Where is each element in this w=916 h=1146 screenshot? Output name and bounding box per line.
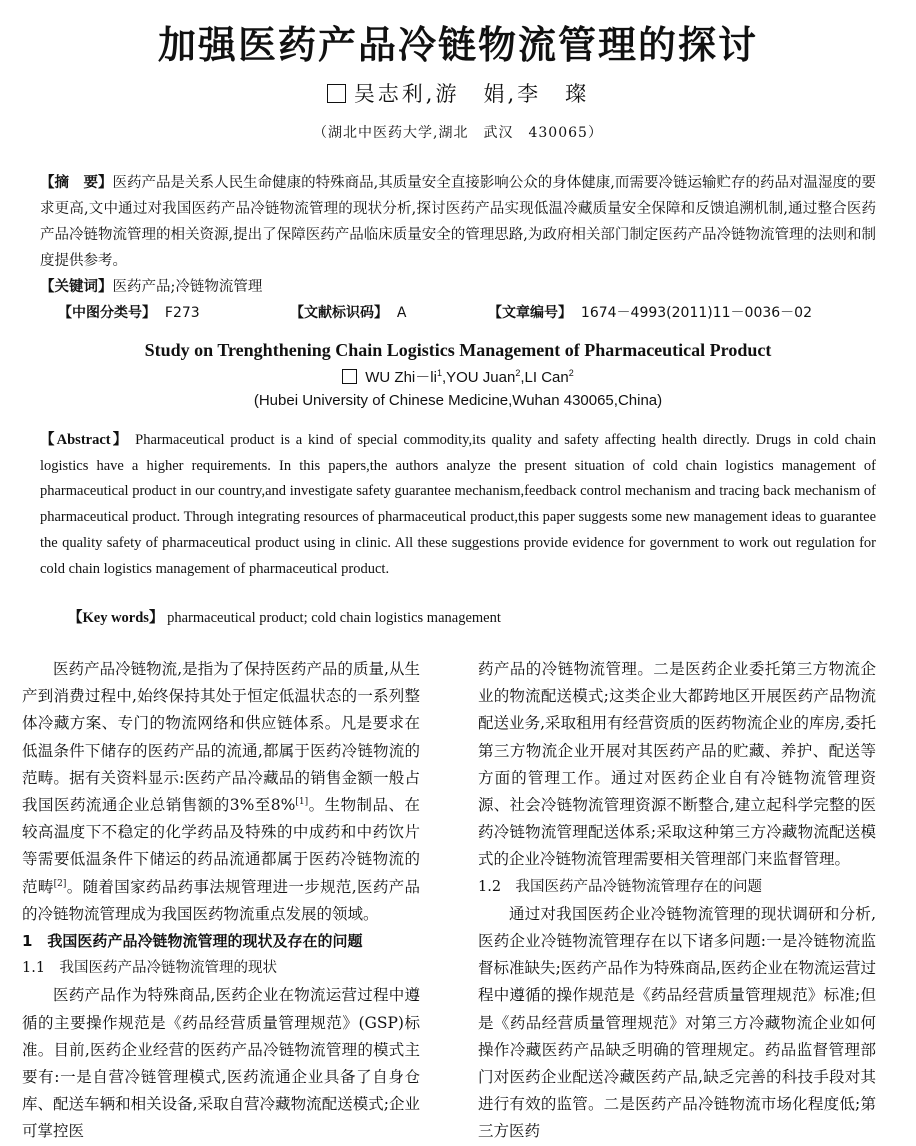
en-author-3: ,LI Can (520, 369, 569, 386)
keywords-en (68, 606, 876, 632)
keywords-cn-text: 医药产品;冷链物流管理 (112, 279, 263, 295)
abstract-en-text: Pharmaceutical product is a kind of special commodity,its quality and safety affecting health directly. Drugs in cold chain logistics have a higher requirements. In this papers,the authors analyze the present situation of cold chain logistics management of pharmaceutical product in our country,and investigate safety guarantee mechanism,feedback control mechanism and tracing back mechanism of pharmaceutical product. Through integrating resources of pharmaceutical product,this paper suggests some new management ideas to guarantee the quality safety of pharmaceutical product using in clinic. All these suggestions provide evidence for government to work out regulation for cold chain logistics management of pharmaceutical product. (40, 432, 876, 577)
keywords-cn (40, 274, 876, 300)
en-author-3-sup: 2 (568, 368, 574, 378)
en-author-1: WU Zhi－li (365, 369, 437, 386)
body-right-column (478, 656, 876, 1146)
body-paragraph: 药产品的冷链物流管理。二是医药企业委托第三方物流企业的物流配送模式;这类企业大都跨地区开展医药产品物流配送业务,采取租用有经营资质的医药物流企业的库房,委托第三方物流企业开展对其医药产品的贮藏、养护、配送等方面的管理工作。通过对医药企业自有冷链物流管理资源、社会冷链物流管理资源不断整合,建立起科学完整的医药冷链物流管理配送体系;采取这种第三方冷藏物流配送模式的企业冷链物流管理需要相关管理部门来监督管理。 (478, 660, 876, 869)
body-text: 。随着国家药品药事法规管理进一步规范,医药产品的冷链物流管理成为我国医药物流重点发展的领域。 (22, 877, 420, 923)
article-no-value: 1674－4993(2011)11－0036－02 (580, 305, 812, 321)
body-paragraph: 医药产品作为特殊商品,医药企业在物流运营过程中遵循的主要操作规范是《药品经营质量管理规范》(GSP)标准。目前,医药企业经营的医药产品冷链物流管理的模式主要有:一是自营冷链管理模式,医药流通企业具备了自身仓库、配送车辆和相关设备,采取自营冷藏物流配送模式;企业可掌控医 (22, 986, 420, 1141)
en-author-2: ,YOU Juan (441, 369, 516, 386)
classification (58, 302, 200, 322)
citation-1: [1] (295, 796, 309, 807)
doc-code-value: A (396, 305, 407, 321)
authors-text: 吴志利,游 娟,李 璨 (353, 82, 590, 106)
abstract-cn (40, 170, 876, 274)
body-paragraph (22, 656, 420, 928)
authors (0, 78, 916, 108)
keywords-en-text: pharmaceutical product; cold chain logistics management (167, 610, 501, 626)
doc-code (290, 302, 406, 322)
section-heading-1-1: 1.1 我国医药产品冷链物流管理的现状 (22, 960, 278, 977)
classification-value: F273 (164, 305, 200, 321)
abstract-cn-text: 医药产品是关系人民生命健康的特殊商品,其质量安全直接影响公众的身体健康,而需要冷链运输贮存的药品对温湿度的要求更高,文中通过对我国医药产品冷链物流管理的现状分析,探讨医药产品实现低温冷藏质量安全保障和反馈追溯机制,通过整合医药产品冷链物流管理的相关资源,提出了保障医药产品临床质量安全的管理思路,为政府相关部门制定医药产品冷链物流管理的法则和制度提供参考。 (40, 175, 877, 269)
author-box-icon (327, 84, 346, 103)
doc-code-label: 【文献标识码】 (290, 305, 388, 321)
keywords-en-label: 【Key words】 (68, 610, 164, 626)
citation-2: [2] (53, 878, 67, 889)
body-text: 医药产品冷链物流,是指为了保持医药产品的质量,从生产到消费过程中,始终保持其处于恒定低温状态的一系列整体冷藏方案、专门的物流网络和供应链体系。凡是要求在低温条件下储存的医药产品的流通,都属于医药冷链物流的范畴。据有关资料显示:医药产品冷藏品的销售金额一般占我国医药流通企业总销售额的3%至8% (22, 660, 420, 815)
abstract-en-label: 【Abstract】 (40, 432, 130, 448)
abstract-en (40, 428, 876, 582)
article-no (488, 302, 812, 322)
affiliation: （湖北中医药大学,湖北 武汉 430065） (313, 125, 603, 141)
classification-label: 【中图分类号】 (58, 305, 156, 321)
paper-title: 加强医药产品冷链物流管理的探讨 (157, 23, 758, 67)
en-author-2-sup: 2 (515, 368, 521, 378)
keywords-cn-label: 【关键词】 (40, 279, 113, 295)
abstract-cn-label: 【摘 要】 (40, 175, 113, 191)
article-no-label: 【文章编号】 (488, 305, 572, 321)
english-affiliation: (Hubei University of Chinese Medicine,Wuhan 430065,China) (253, 392, 663, 409)
en-author-1-sup: 1 (436, 368, 442, 378)
body-left-column (22, 656, 420, 1146)
body-text: 。生物制品、在较高温度下不稳定的化学药品及特殊的中成药和中药饮片等需要低温条件下储运的药品流通都属于医药冷链物流的范畴 (22, 796, 420, 896)
english-authors (0, 366, 916, 387)
section-heading-1: 1 我国医药产品冷链物流管理的现状及存在的问题 (22, 932, 363, 951)
section-heading-1-2: 1.2 我国医药产品冷链物流管理存在的问题 (478, 878, 763, 895)
author-box-icon (342, 369, 357, 384)
english-title: Study on Trenghthening Chain Logistics Management of Pharmaceutical Product (144, 340, 772, 360)
body-paragraph: 通过对我国医药企业冷链物流管理的现状调研和分析,医药企业冷链物流管理存在以下诸多问题:一是冷链物流监督标准缺失;医药产品作为特殊商品,医药企业在物流运营过程中遵循的操作规范是《药品经营质量管理规范》标准;但是《药品经营质量管理规范》对第三方冷藏物流企业如何操作冷藏医药产品缺乏明确的管理规定。药品监督管理部门对医药企业配送冷藏医药产品,缺乏完善的科技手段对其进行有效的监管。二是医药产品冷链物流市场化程度低;第三方医药 (478, 904, 876, 1141)
